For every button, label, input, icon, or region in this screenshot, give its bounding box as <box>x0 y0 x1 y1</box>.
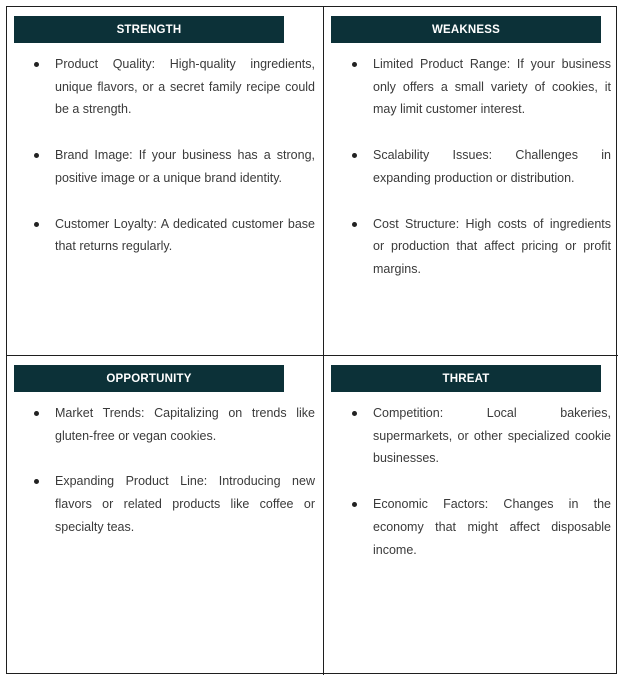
strength-quadrant <box>7 7 324 356</box>
list-item <box>349 493 611 561</box>
bullet-icon <box>352 62 357 67</box>
list-item <box>31 402 315 447</box>
threat-header: THREAT <box>331 365 601 392</box>
threat-quadrant <box>324 356 618 675</box>
bullet-icon <box>34 411 39 416</box>
list-item <box>349 53 611 121</box>
weakness-list <box>349 53 611 304</box>
swot-grid <box>6 6 617 674</box>
bullet-icon <box>352 502 357 507</box>
bullet-icon <box>34 479 39 484</box>
bullet-icon <box>34 153 39 158</box>
list-item-text: Expanding Product Line: Introducing new flavors or related products like coffee or specialty teas. <box>55 474 315 534</box>
list-item-text: Limited Product Range: If your business only offers a small variety of cookies, it may limit customer interest. <box>373 57 611 117</box>
strength-header: STRENGTH <box>14 16 284 43</box>
list-item <box>349 213 611 281</box>
list-item-text: Market Trends: Capitalizing on trends like gluten-free or vegan cookies. <box>55 406 315 443</box>
opportunity-quadrant <box>7 356 324 675</box>
list-item <box>31 144 315 189</box>
list-item <box>349 144 611 189</box>
weakness-header: WEAKNESS <box>331 16 601 43</box>
threat-list <box>349 402 611 584</box>
bullet-icon <box>352 153 357 158</box>
list-item-text: Customer Loyalty: A dedicated customer base that returns regularly. <box>55 216 315 254</box>
bullet-icon <box>352 222 357 227</box>
list-item-text: Economic Factors: Changes in the economy that might affect disposable income. <box>373 497 611 557</box>
list-item-text: Competition: Local bakeries, supermarkets, or other specialized cookie businesses. <box>373 406 611 466</box>
bullet-icon <box>34 222 39 227</box>
list-item-text: Brand Image: If your business has a strong, positive image or a unique brand identity. <box>55 148 315 185</box>
opportunity-header: OPPORTUNITY <box>14 365 284 392</box>
list-item-text: Cost Structure: High costs of ingredients or production that affect pricing or profit margins. <box>373 216 611 276</box>
list-item <box>31 53 315 121</box>
list-item-text: Scalability Issues: Challenges in expanding production or distribution. <box>373 148 611 185</box>
list-item-text: Product Quality: High-quality ingredients, unique flavors, or a secret family recipe could be a strength. <box>55 57 315 117</box>
weakness-quadrant <box>324 7 618 356</box>
list-item <box>31 470 315 538</box>
list-item <box>349 402 611 470</box>
list-item <box>31 213 315 258</box>
opportunity-list <box>31 402 315 562</box>
bullet-icon <box>352 411 357 416</box>
bullet-icon <box>34 62 39 67</box>
strength-list <box>31 53 315 281</box>
